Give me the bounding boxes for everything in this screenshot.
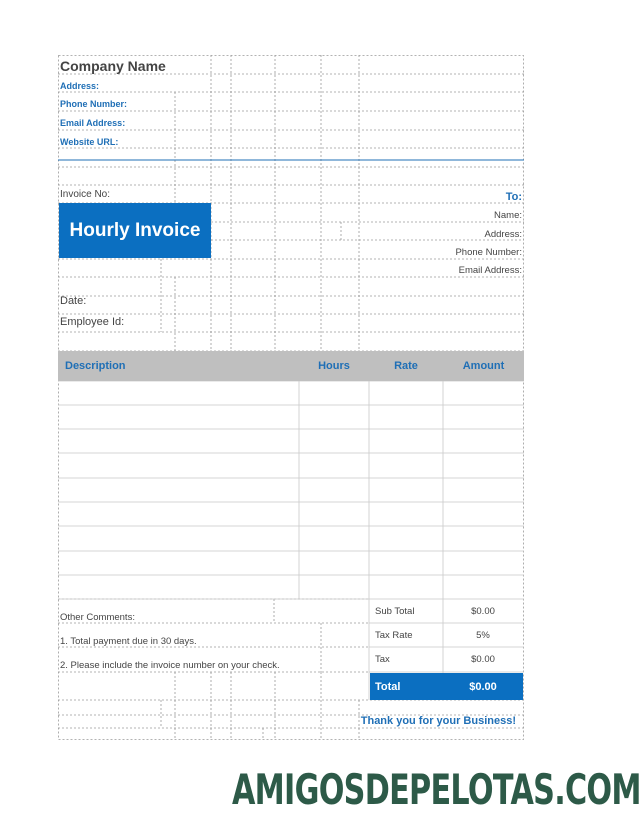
address-label: Address: (60, 81, 100, 91)
total-bar (370, 673, 523, 700)
subtotal-label: Sub Total (375, 606, 415, 617)
tax-rate-label: Tax Rate (375, 630, 413, 641)
tax-value: $0.00 (471, 654, 495, 665)
column-header-rate: Rate (369, 351, 443, 381)
date-label: Date: (60, 295, 87, 307)
thank-you-message: Thank you for your Business! (360, 715, 516, 727)
subtotal-value: $0.00 (471, 606, 495, 617)
bill-to-email: Email Address: (458, 265, 522, 276)
column-header-description: Description (58, 351, 299, 381)
bill-to-title: To: (505, 191, 522, 203)
total-label: Total (375, 681, 401, 693)
website-label: Website URL: (60, 137, 119, 147)
company-name: Company Name (60, 58, 166, 74)
tax-rate-value: 5% (476, 630, 490, 641)
invoice-number-label: Invoice No: (60, 189, 111, 200)
comment-line-2: 2. Please include the invoice number on your check. (60, 660, 280, 671)
bill-to-name: Name: (494, 210, 522, 221)
column-header-amount: Amount (443, 351, 524, 381)
total-value: $0.00 (469, 681, 497, 693)
bill-to-phone: Phone Number: (455, 247, 522, 258)
comments-title: Other Comments: (60, 612, 135, 623)
invoice-title: Hourly Invoice (59, 203, 211, 258)
column-header-hours: Hours (299, 351, 369, 381)
comment-line-1: 1. Total payment due in 30 days. (60, 636, 197, 647)
watermark-logo: AMIGOSDEPELOTAS.COM (232, 765, 641, 814)
employee-id-label: Employee Id: (60, 316, 125, 328)
email-label: Email Address: (60, 118, 126, 128)
phone-label: Phone Number: (60, 99, 128, 109)
bill-to-address: Address: (484, 229, 522, 240)
tax-label: Tax (375, 654, 390, 665)
invoice-sheet (58, 55, 524, 740)
